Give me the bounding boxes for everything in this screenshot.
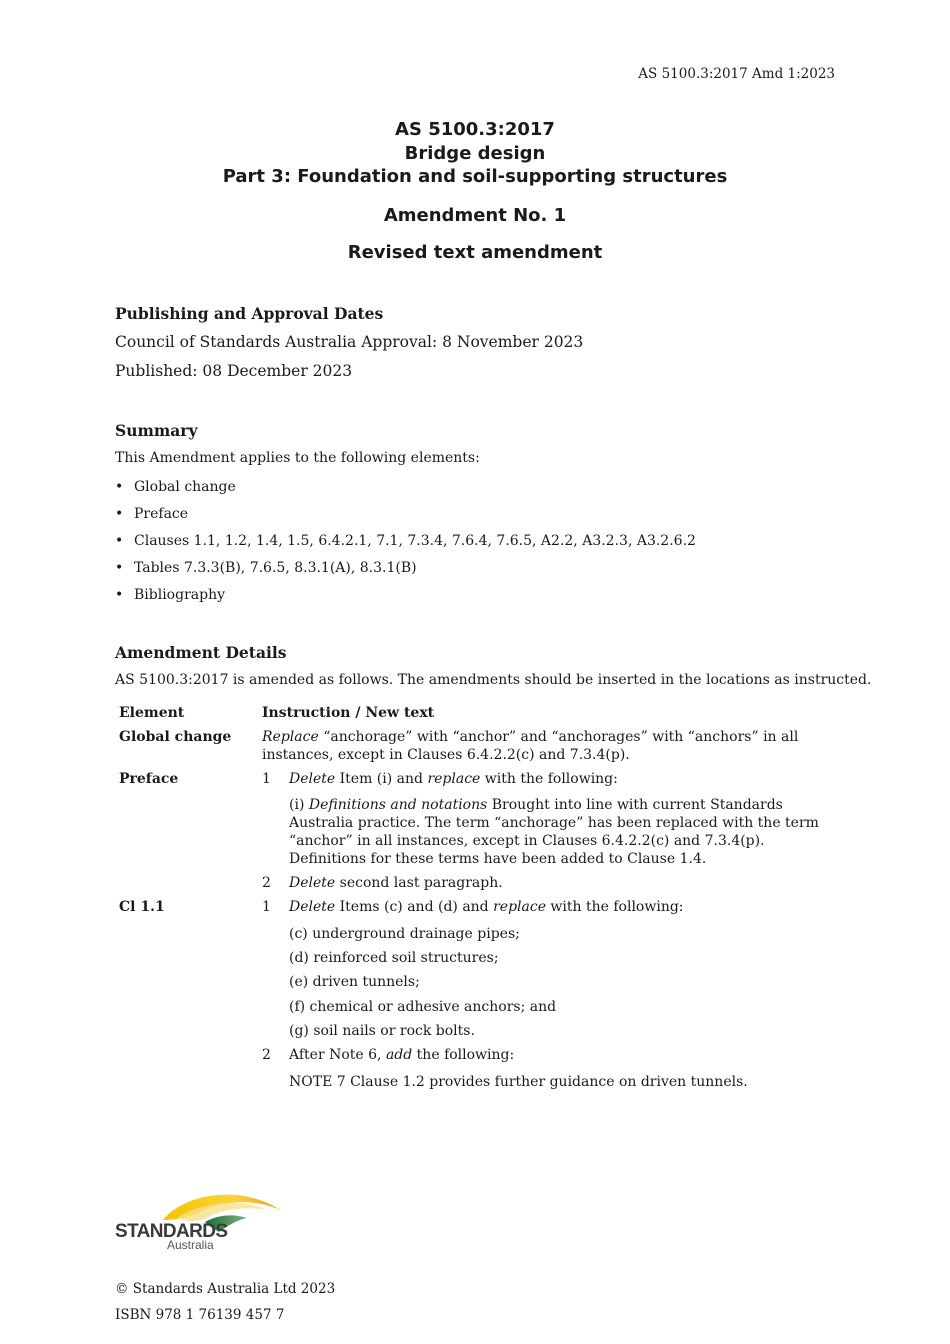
instruction-text: with the following: xyxy=(480,771,618,787)
standard-title: Bridge design xyxy=(404,142,546,164)
amendment-number: Amendment No. 1 xyxy=(383,204,567,226)
title-block xyxy=(0,118,950,263)
standard-number: AS 5100.3:2017 xyxy=(395,119,555,140)
instruction-text: Item (i) and xyxy=(335,771,428,787)
column-header-instruction: Instruction / New text xyxy=(262,705,435,721)
details-heading: Amendment Details xyxy=(115,643,287,662)
item-text xyxy=(289,770,835,796)
list-item: (c) underground drainage pipes; xyxy=(289,926,520,942)
list-item: • Clauses 1.1, 1.2, 1.4, 1.5, 6.4.2.1, 7.1, 7.3.4, 7.6.4, 7.6.5, A2.2, A3.2.3, A3.2.6.2 xyxy=(115,531,696,558)
instruction-verb: Replace xyxy=(262,729,319,745)
instruction-text: the following: xyxy=(412,1047,515,1063)
instruction-verb: Delete xyxy=(289,771,336,787)
item-text xyxy=(289,1046,835,1073)
item-number: 1 xyxy=(262,899,271,915)
instruction-text: Items (c) and (d) and xyxy=(335,899,494,915)
list-item: (d) reinforced soil structures; xyxy=(289,950,499,966)
list-item: (f) chemical or adhesive anchors; and xyxy=(289,999,557,1015)
item-text xyxy=(289,898,835,925)
summary-heading: Summary xyxy=(115,421,198,440)
column-header-element: Element xyxy=(119,705,185,721)
summary-list xyxy=(115,477,696,612)
instruction-clause-1-1 xyxy=(262,898,835,1091)
instruction-item xyxy=(262,770,835,796)
note-text: NOTE 7 Clause 1.2 provides further guidance on driven tunnels. xyxy=(289,1074,748,1090)
new-text-block xyxy=(262,796,835,874)
item-label: (i) xyxy=(289,797,309,813)
published-date: Published: 08 December 2023 xyxy=(115,362,353,380)
approval-date: Council of Standards Australia Approval: 8 November 2023 xyxy=(115,333,584,351)
standard-part: Part 3: Foundation and soil-supporting structures xyxy=(222,166,728,187)
instruction-verb: replace xyxy=(427,771,481,787)
item-text: Brought into line with current Standards Australia practice. The term “anchorage” has been replaced with the term “anchor” in all instances, except in Clauses 6.4.2.2(c) and 7.3.4(p). Definitions for these terms have been added to Clause 1.4. xyxy=(289,797,819,867)
instruction-text: with the following: xyxy=(545,899,684,915)
amendment-table xyxy=(119,704,835,1091)
publishing-heading: Publishing and Approval Dates xyxy=(115,304,384,323)
item-number: 2 xyxy=(262,875,271,891)
logo-wordmark: STANDARDS xyxy=(115,1221,228,1242)
table-header-row xyxy=(119,704,835,728)
amendment-type: Revised text amendment xyxy=(347,241,603,263)
standards-australia-logo xyxy=(115,1188,285,1254)
item-number: 1 xyxy=(262,771,271,787)
element-global-change: Global change xyxy=(119,729,232,745)
list-item: • Global change xyxy=(115,477,696,504)
instruction-item xyxy=(262,898,835,925)
isbn: ISBN 978 1 76139 457 7 xyxy=(115,1307,285,1323)
item-number: 2 xyxy=(262,1047,271,1063)
instruction-item xyxy=(262,1046,835,1073)
list-item: • Bibliography xyxy=(115,585,696,612)
details-intro: AS 5100.3:2017 is amended as follows. The amendments should be inserted in the locations as instructed. xyxy=(115,672,872,688)
copyright: © Standards Australia Ltd 2023 xyxy=(115,1281,336,1297)
table-row-global xyxy=(119,728,835,770)
instruction-verb: replace xyxy=(493,899,546,915)
instruction-verb: Delete xyxy=(289,875,336,891)
list-item: (e) driven tunnels; xyxy=(289,974,420,990)
instruction-verb: Delete xyxy=(289,899,336,915)
item-title: Definitions and notations xyxy=(308,797,488,813)
instruction-text: “anchorage” with “anchor” and “anchorages” with “anchors” in all instances, except in Clauses 6.4.2.2(c) and 7.3.4(p). xyxy=(262,729,799,763)
list-item: • Preface xyxy=(115,504,696,531)
instruction-global xyxy=(262,728,835,770)
element-clause-1-1: Cl 1.1 xyxy=(119,899,165,915)
instruction-text: After Note 6, xyxy=(289,1047,386,1063)
element-preface: Preface xyxy=(119,771,179,787)
logo-subtext: Australia xyxy=(167,1238,214,1252)
table-row-cl11 xyxy=(119,898,835,1091)
instruction-verb: add xyxy=(385,1047,413,1063)
item-text xyxy=(289,874,835,898)
summary-intro: This Amendment applies to the following elements: xyxy=(115,450,480,466)
instruction-text: second last paragraph. xyxy=(335,875,503,891)
instruction-item xyxy=(262,874,835,898)
instruction-preface xyxy=(262,770,835,898)
list-item: (g) soil nails or rock bolts. xyxy=(289,1023,475,1039)
list-item: • Tables 7.3.3(B), 7.6.5, 8.3.1(A), 8.3.1(B) xyxy=(115,558,696,585)
document-reference: AS 5100.3:2017 Amd 1:2023 xyxy=(638,66,835,82)
table-row-preface xyxy=(119,770,835,898)
